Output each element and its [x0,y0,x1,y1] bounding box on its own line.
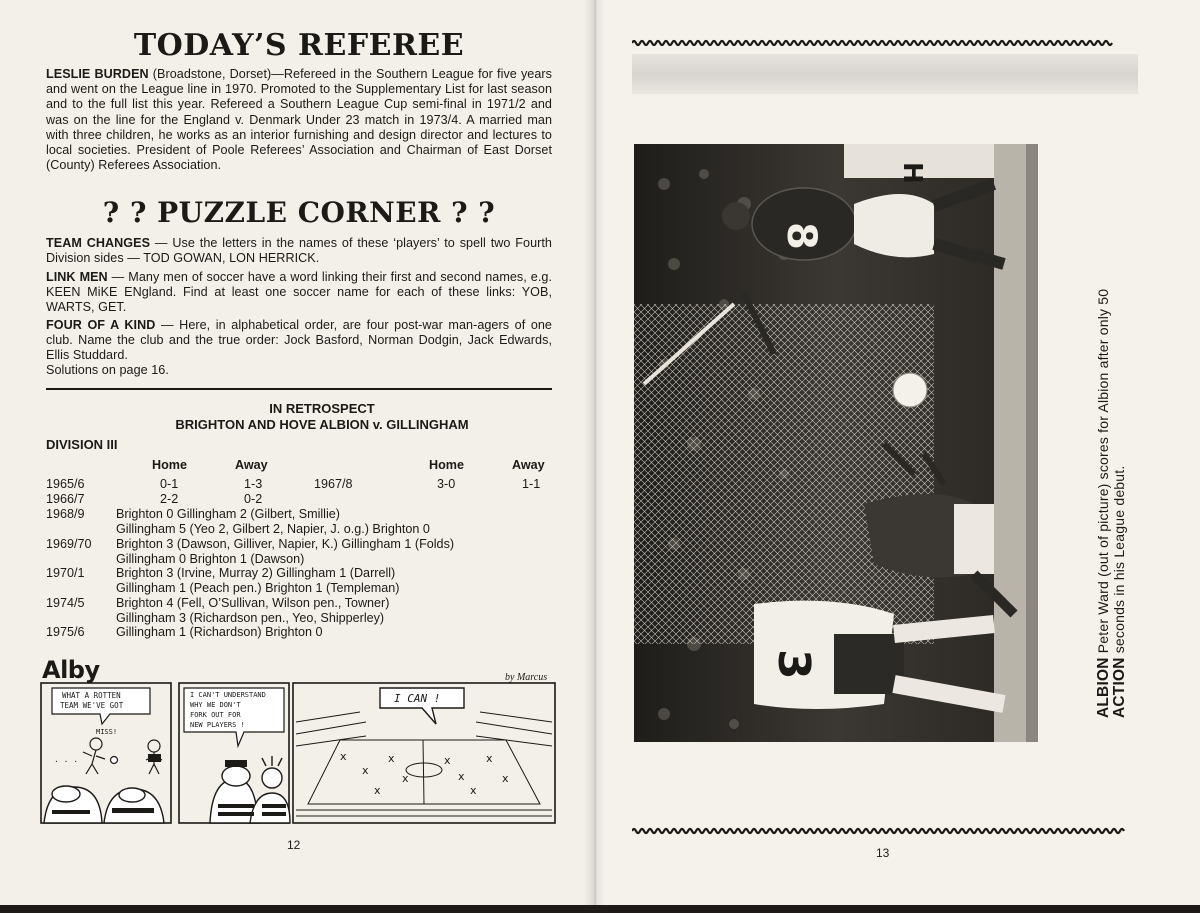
season-label: 1975/6 [46,625,85,639]
svg-text:. . .: . . . [54,755,79,764]
left-page [0,0,594,905]
page-number-left: 12 [287,838,301,852]
svg-text:ⅹ: ⅹ [388,752,395,765]
result-line: Gillingham 0 Brighton 1 (Dawson) [116,552,305,566]
svg-text:ⅹ: ⅹ [444,754,451,767]
away-score: 0-2 [244,492,263,506]
col-away-header: Away [235,458,268,472]
puzzle-link-men-label: LINK MEN [46,270,108,284]
puzzle-link-men-text: — Many men of soccer have a word linking their first and second names, e.g. KEEN MiKE ENgland. Find at least one soccer name for each of these links: YOB, WARTS, GET. [46,270,552,315]
col-home-header: Home [152,458,187,472]
season-label: 1965/6 [46,477,85,491]
scan-edge [0,905,1200,913]
striped-shirt [148,754,161,762]
season-label: 1969/70 [46,537,92,551]
result-line: Brighton 0 Gillingham 2 (Gilbert, Smillie) [116,507,340,521]
result-line: Gillingham 1 (Richardson) Brighton 0 [116,625,323,639]
home-score: 3-0 [437,477,456,491]
puzzle-link-men [46,270,552,316]
referee-heading: TODAY’S REFEREE [133,28,465,63]
result-line: Gillingham 1 (Peach pen.) Brighton 1 (Templeman) [116,581,400,595]
shirt-number-3: 3 [768,649,819,680]
result-line: Brighton 3 (Dawson, Gilliver, Napier, K.) Gillingham 1 (Folds) [116,537,455,551]
puzzle-team-changes-label: TEAM CHANGES [46,236,151,250]
bubble-2-line-2: WHY WE DON'T [190,701,241,709]
svg-text:ⅹ: ⅹ [458,770,465,783]
puzzle-heading: ? ? PUZZLE CORNER ? ? [102,196,496,229]
result-line: Gillingham 5 (Yeo 2, Gilbert 2, Napier, J. o.g.) Brighton 0 [116,522,430,536]
cartoon-byline: by Marcus [505,672,548,683]
bubble-1-line-1: WHAT A ROTTEN [62,691,121,700]
bubble-1-line-2: TEAM WE'VE GOT [60,701,124,710]
retro-heading: IN RETROSPECT [269,401,375,416]
miss-exclamation: MISS! [96,728,118,736]
retro-match-title: BRIGHTON AND HOVE ALBION v. GILLINGHAM [175,417,469,432]
season-label: 1967/8 [314,477,353,491]
puzzle-team-changes [46,236,552,266]
match-action-photo [634,144,1038,742]
bubble-3-text: I CAN ! [394,692,441,705]
section-divider [46,388,552,390]
svg-text:ⅹ: ⅹ [362,764,369,777]
caption-line-2 [1111,466,1129,718]
col-away-header: Away [512,458,545,472]
result-line: Gillingham 3 (Richardson pen., Yeo, Shipperley) [116,611,385,625]
faded-header-bleedthrough [632,54,1138,94]
bubble-2-line-1: I CAN'T UNDERSTAND [190,691,266,699]
photo-caption [1091,118,1141,718]
svg-text:ⅹ: ⅹ [502,772,509,785]
season-label: 1970/1 [46,566,85,580]
col-home-header: Home [429,458,464,472]
bubble-2-line-3: FORK OUT FOR [190,711,241,719]
away-score: 1-3 [244,477,263,491]
alby-cartoon-strip [40,682,556,824]
puzzle-four-label: FOUR OF A KIND [46,318,156,332]
season-label: 1974/5 [46,596,85,610]
home-score: 2-2 [160,492,179,506]
caption-text-1: Peter Ward (out of picture) scores for Albion after only 50 [1095,288,1111,658]
fan-hat [225,760,247,767]
caption-label-action: ACTION [1111,657,1128,718]
svg-text:ⅹ: ⅹ [340,750,347,763]
shirt-number-8: 8 [778,222,824,250]
caption-text-2: seconds in his League debut. [1111,465,1127,658]
book-gutter-shadow [584,0,606,905]
result-line: Brighton 4 (Fell, O’Sullivan, Wilson pen., Towner) [116,596,390,610]
svg-text:H: H [897,162,927,184]
football [893,373,927,407]
puzzle-solutions-note: Solutions on page 16. [46,363,169,377]
puzzle-four-of-a-kind [46,318,552,364]
svg-text:ⅹ: ⅹ [486,752,493,765]
division-label: DIVISION III [46,437,118,452]
decorative-wave-bottom [632,826,1138,836]
bubble-2-line-4: NEW PLAYERS ! [190,721,245,729]
decorative-wave-top [632,38,1138,48]
svg-text:ⅹ: ⅹ [470,784,477,797]
svg-text:ⅹ: ⅹ [374,784,381,797]
page-number-right: 13 [876,846,890,860]
stadium-lines [296,712,552,816]
svg-text:ⅹ: ⅹ [402,772,409,785]
referee-bio-text: (Broadstone, Dorset)—Refereed in the Southern League for five years and went on the League line in 1970. Promoted to the Supplementary List for last season and to the full list this year. Refereed a Southern League Cup semi-final in 1971/2 and was on the line for the England v. Denmark Under 23 match in 1973/4. A married man with three children, he works as an interior furnishing and design director and lectures to local societies. President of Poole Referees’ Association and Chairman of East Dorset (County) Referees Association. [46,67,552,173]
puzzle-team-changes-text: — Use the letters in the names of these ‘players’ to spell two Fourth Division sides — TOD GOWAN, LON HERRICK. [46,236,552,266]
caption-label-albion: ALBION [1095,657,1112,718]
away-score: 1-1 [522,477,541,491]
result-line: Brighton 3 (Irvine, Murray 2) Gillingham 1 (Darrell) [116,566,396,580]
tiny-players [340,750,509,797]
cartoon-title: Alby [42,656,100,684]
season-label: 1966/7 [46,492,85,506]
home-score: 0-1 [160,477,179,491]
referee-name: LESLIE BURDEN [46,67,149,81]
puzzle-four-text: — Here, in alphabetical order, are four post-war man-agers of one club. Name the club and the true order: Jock Basford, Norman Dodgin, Jack Edwards, Ellis Studdard. [46,318,552,363]
spectators [44,786,164,823]
season-label: 1968/9 [46,507,85,521]
referee-bio [46,67,552,173]
